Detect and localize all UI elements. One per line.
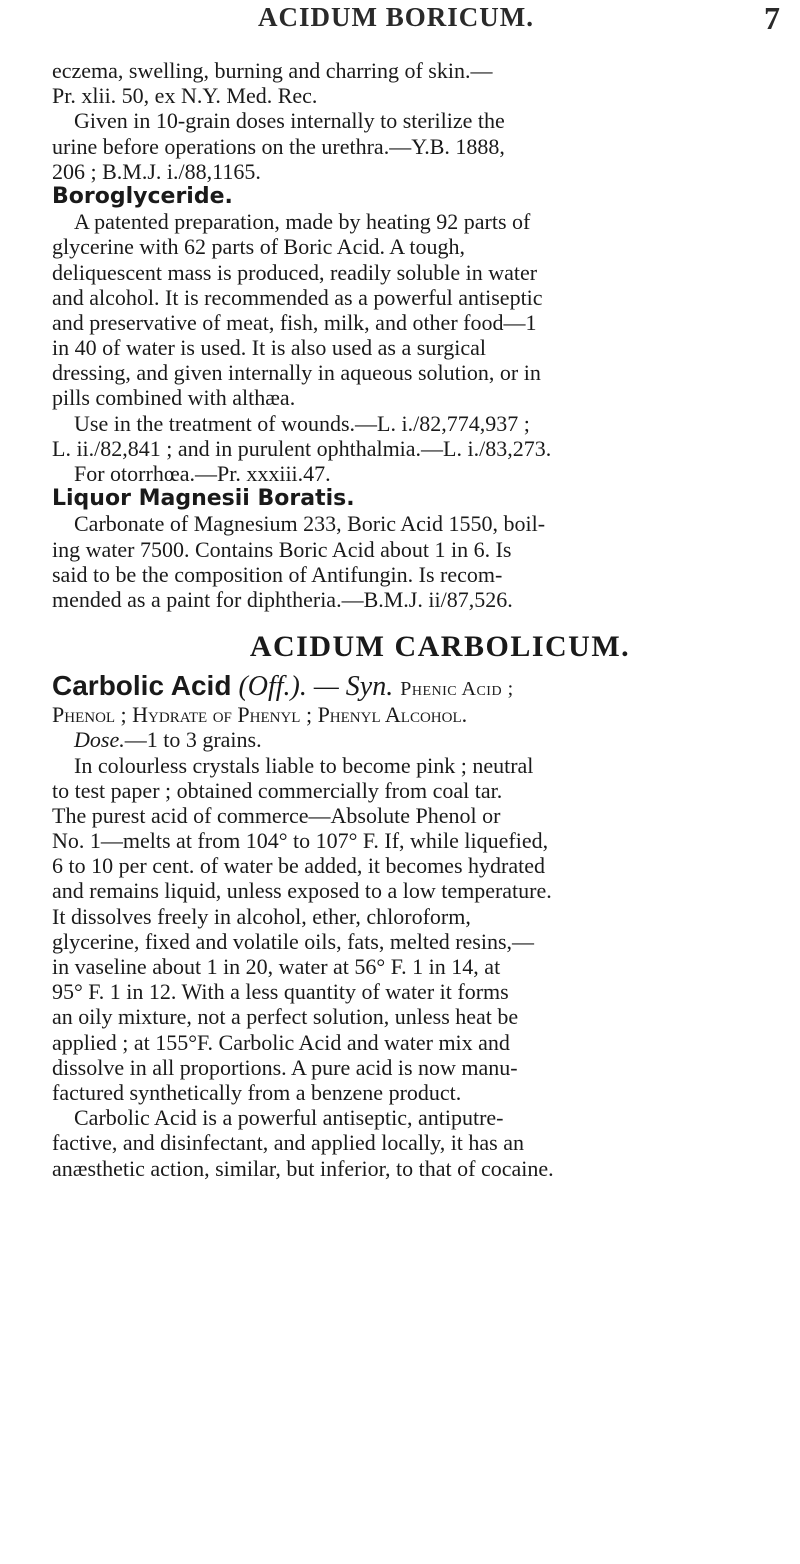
boroglyceride-entry xyxy=(52,184,788,486)
text-line: in vaseline about 1 in 20, water at 56° F. 1 in 14, at xyxy=(52,954,501,979)
text-line: L. ii./82,841 ; and in purulent ophthalmia.—L. i./83,273. xyxy=(52,435,552,461)
text-line: glycerine with 62 parts of Boric Acid. A tough, xyxy=(52,234,466,260)
text-line: an oily mixture, not a perfect solution, unless heat be xyxy=(52,1004,519,1030)
official-mark: (Off.). xyxy=(238,671,307,703)
running-title: ACIDUM BORICUM. xyxy=(258,2,534,32)
continuation-block xyxy=(52,58,788,184)
entry-heading: Liquor Magnesii Boratis. xyxy=(52,486,355,512)
text-line: glycerine, fixed and volatile oils, fats, melted resins,— xyxy=(52,928,535,954)
text-line: Carbolic Acid is a powerful antiseptic, antiputre- xyxy=(74,1105,504,1131)
text-line: Pr. xlii. 50, ex N.Y. Med. Rec. xyxy=(52,83,318,109)
dose-line xyxy=(52,727,788,752)
text-line: factive, and disinfectant, and applied locally, it has an xyxy=(52,1130,525,1156)
subhead-line xyxy=(52,670,788,702)
text-line: No. 1—melts at from 104° to 107° F. If, while liquefied, xyxy=(52,828,549,854)
text-column xyxy=(52,58,788,1181)
synonym-text: Phenic Acid ; xyxy=(400,678,514,701)
text-line: deliquescent mass is produced, readily soluble in water xyxy=(52,259,538,285)
text-line: 206 ; B.M.J. i./88,1165. xyxy=(52,158,261,184)
text-line: In colourless crystals liable to become pink ; neutral xyxy=(74,752,534,778)
text-line: pills combined with althæa. xyxy=(52,385,296,411)
text-line: to test paper ; obtained commercially from coal tar. xyxy=(52,777,503,803)
section-title: ACIDUM CARBOLICUM. xyxy=(249,630,631,664)
carbolicum-section xyxy=(52,612,788,1181)
text-line: eczema, swelling, burning and charring of skin.— xyxy=(52,58,493,83)
running-head xyxy=(0,0,800,60)
text-line: applied ; at 155°F. Carbolic Acid and water mix and xyxy=(52,1029,510,1055)
text-line: 95° F. 1 in 12. With a less quantity of water it forms xyxy=(52,979,509,1005)
text-line: 6 to 10 per cent. of water be added, it becomes hydrated xyxy=(52,853,545,879)
text-line: It dissolves freely in alcohol, ether, chloroform, xyxy=(52,903,471,929)
synonym-line: Phenol ; Hydrate of Phenyl ; Phenyl Alcohol. xyxy=(52,702,468,728)
text-line: Carbonate of Magnesium 233, Boric Acid 1550, boil- xyxy=(74,511,546,537)
liquor-entry xyxy=(52,486,788,612)
subhead-title: Carbolic Acid xyxy=(52,670,232,702)
text-line: ing water 7500. Contains Boric Acid about 1 in 6. Is xyxy=(52,536,512,562)
dose-label: Dose. xyxy=(74,727,125,753)
text-line: The purest acid of commerce—Absolute Phenol or xyxy=(52,802,501,828)
text-line: Use in the treatment of wounds.—L. i./82,774,937 ; xyxy=(74,410,530,436)
text-line: and remains liquid, unless exposed to a low temperature. xyxy=(52,878,552,904)
text-line: For otorrhœa.—Pr. xxxiii.47. xyxy=(74,461,331,486)
text-line: in 40 of water is used. It is also used as a surgical xyxy=(52,335,487,361)
text-line: dissolve in all proportions. A pure acid is now manu- xyxy=(52,1054,518,1080)
text-line: Given in 10-grain doses internally to sterilize the xyxy=(74,108,505,134)
entry-heading: Boroglyceride. xyxy=(52,183,233,209)
text-line: factured synthetically from a benzene product. xyxy=(52,1079,462,1105)
text-line: and preservative of meat, fish, milk, and other food—1 xyxy=(52,309,537,335)
text-line: A patented preparation, made by heating 92 parts of xyxy=(74,209,531,235)
page-number: 7 xyxy=(764,0,780,36)
text-line: said to be the composition of Antifungin. Is recom- xyxy=(52,561,503,587)
text-line: anæsthetic action, similar, but inferior, to that of cocaine. xyxy=(52,1155,554,1181)
text-line: urine before operations on the urethra.—Y.B. 1888, xyxy=(52,133,505,159)
text-line: dressing, and given internally in aqueous solution, or in xyxy=(52,360,541,386)
text-line: mended as a paint for diphtheria.—B.M.J. ii/87,526. xyxy=(52,586,513,612)
text-line: and alcohol. It is recommended as a powerful antiseptic xyxy=(52,284,543,310)
synonym-label: — Syn. xyxy=(313,671,394,703)
dose-text: —1 to 3 grains. xyxy=(124,727,262,753)
